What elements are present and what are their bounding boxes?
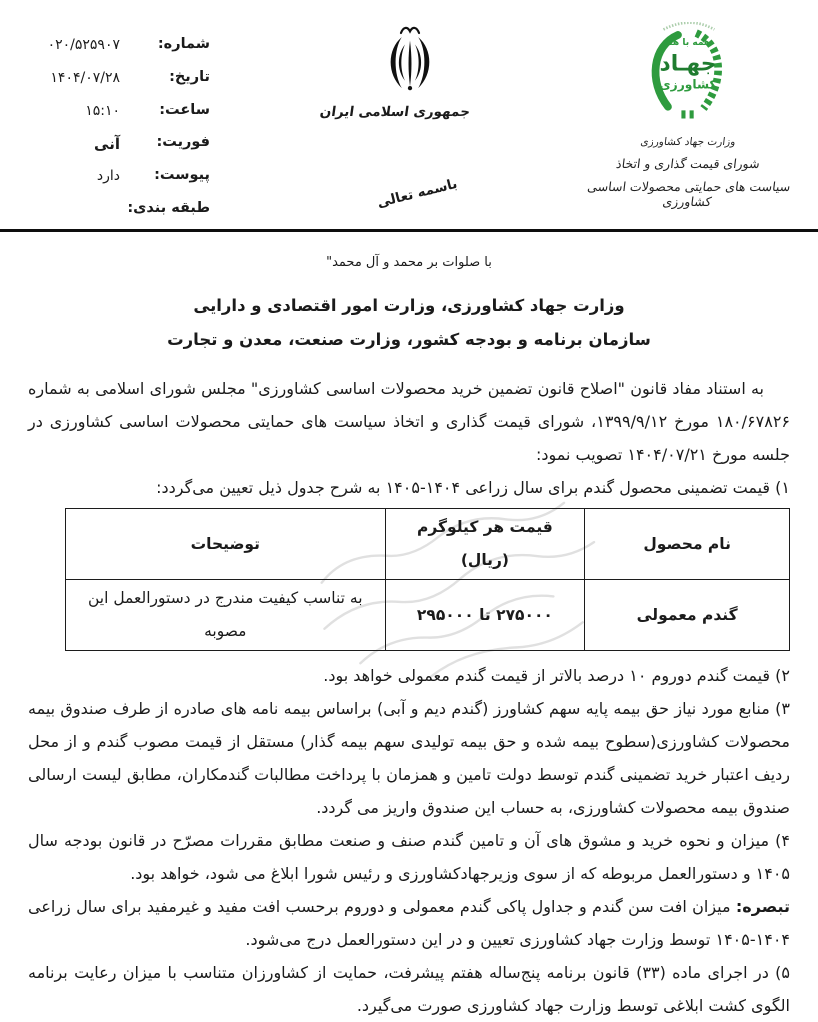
doc-number-value: ۰۲۰/۵۲۵۹۰۷ xyxy=(47,37,120,53)
logo-title: جهـاد xyxy=(659,51,717,77)
doc-attachment-label: پیوست: xyxy=(154,167,210,184)
logo-caption-ministry: وزارت جهاد کشاورزی xyxy=(639,136,737,148)
logo-caption-council-line2: سیاست های حمایتی محصولات اساسی کشاورزی xyxy=(586,179,792,209)
logo-ribbon xyxy=(663,23,714,30)
doc-attachment-value: دارد xyxy=(96,168,120,185)
cell-product: گندم معمولی xyxy=(585,580,790,651)
meta-row-attachment xyxy=(12,167,210,200)
doc-urgency-value: آنی xyxy=(94,135,120,154)
table-row xyxy=(66,580,790,651)
clause-5: ۵) در اجرای ماده (۳۳) قانون برنامه پنج‌ساله هفتم پیشرفت، حمایت از کشاورزان متناسب با میزان رعایت برنامه الگوی کشت ابلاغی توسط وزارت جهاد کشاورزی صورت می‌گیرد. xyxy=(28,963,791,1015)
meta-row-date xyxy=(12,69,210,102)
doc-urgency-label: فوریت: xyxy=(156,134,210,151)
note-text: میزان افت سن گندم و جداول پاکی گندم معمولی و دوروم برحسب افت مفید و غیرمفید برای سال زراعی ۱۴۰۴-۱۴۰۵ توسط وزارت جهاد کشاورزی تعیین و در این دستورالعمل درج می‌شود. xyxy=(28,897,790,949)
col-header-price: قیمت هر کیلوگرم (ریال) xyxy=(385,509,585,580)
cell-notes: به تناسب کیفیت مندرج در دستورالعمل این مصوبه xyxy=(66,580,386,651)
col-header-product: نام محصول xyxy=(585,509,790,580)
clause-2: ۲) قیمت گندم دوروم ۱۰ درصد بالاتر از قیمت گندم معمولی خواهد بود. xyxy=(323,666,790,685)
emblem-caption: جمهوری اسلامی ایران xyxy=(318,104,472,120)
clause-3: ۳) منابع مورد نیاز حق بیمه پایه سهم کشاورز (گندم دیم و آبی) براساس بیمه نامه های صادره از طرف صندوق بیمه محصولات کشاورزی(سطوح بیمه شده و حق بیمه تولیدی سهم بیمه گذار) مستقل از قیمت مصوب گندم و از محل ردیف اعتبار خرید تضمینی گندم توسط دولت تامین و همزمان با پرداخت مطالبات گندمکاران، مطابق لیست ارسالی صندوق بیمه محصولات کشاورزی، به حساب این صندوق واریز می گردد. xyxy=(28,699,790,817)
doc-time-label: ساعت: xyxy=(159,101,210,118)
letter-body xyxy=(28,372,790,1022)
table-header-row xyxy=(66,509,790,580)
doc-time-value: ۱۵:۱۰ xyxy=(85,102,120,119)
logo-motto: همه با هم xyxy=(665,37,711,48)
letterhead-meta-block xyxy=(12,36,210,233)
meta-row-classification xyxy=(12,200,210,233)
letterhead-divider xyxy=(0,229,818,232)
doc-classification-label: طبقه بندی: xyxy=(127,199,210,216)
meta-row-number xyxy=(12,36,210,69)
doc-date-label: تاریخ: xyxy=(169,68,210,85)
allah-emblem-icon xyxy=(374,24,446,98)
ministry-logo-block xyxy=(568,22,808,209)
clause-1: ۱) قیمت تضمینی محصول گندم برای سال زراعی ۱۴۰۴-۱۴۰۵ به شرح جدول ذیل تعیین می‌گردد: xyxy=(156,478,790,497)
col-header-notes: توضیحات xyxy=(66,509,386,580)
addressees-line-1: وزارت جهاد کشاورزی، وزارت امور اقتصادی و دارایی xyxy=(193,296,625,315)
doc-date-value: ۱۴۰۴/۰۷/۲۸ xyxy=(50,69,120,86)
meta-row-time xyxy=(12,102,210,135)
jahad-keshavarzi-logo-icon xyxy=(638,22,738,126)
meta-row-urgency xyxy=(12,134,210,167)
logo-subtitle: کشاورزی xyxy=(659,77,717,92)
salutation-line: با صلوات بر محمد و آل محمد" xyxy=(326,255,492,270)
bismillah-calligraphy: باسمه تعالی xyxy=(375,175,459,212)
addressees-line-2: سازمان برنامه و بودجه کشور، وزارت صنعت، معدن و تجارت xyxy=(167,330,651,349)
iran-national-emblem xyxy=(318,24,472,120)
intro-paragraph: به استناد مفاد قانون "اصلاح قانون تضمین خرید محصولات اساسی کشاورزی" مجلس شورای اسلامی به شماره ۱۸۰/۶۷۸۲۶ مورخ ۱۳۹۹/۹/۱۲، شورای قیمت گذاری و اتخاذ سیاست های حمایتی محصولات اساسی کشاورزی در جلسه مورخ ۱۴۰۴/۰۷/۲۱ تصویب نمود: xyxy=(28,379,790,464)
doc-number-label: شماره: xyxy=(157,36,210,52)
note-label: تبصره: xyxy=(735,897,790,916)
wheat-price-table xyxy=(65,508,790,651)
clause-4: ۴) میزان و نحوه خرید و مشوق های آن و تامین گندم صنف و صنعت مطابق مقررات مصرّح در قانون بودجه سال ۱۴۰۵ و دستورالعمل مربوطه که از سوی وزیرجهادکشاورزی و رئیس شورا ابلاغ می شود، خواهد بود. xyxy=(28,831,790,883)
logo-caption-council-line1: شورای قیمت گذاری و اتخاذ xyxy=(615,156,761,171)
clause-note xyxy=(28,890,790,956)
cell-price: ۲۷۵۰۰۰ تا ۲۹۵۰۰۰ xyxy=(385,580,585,651)
